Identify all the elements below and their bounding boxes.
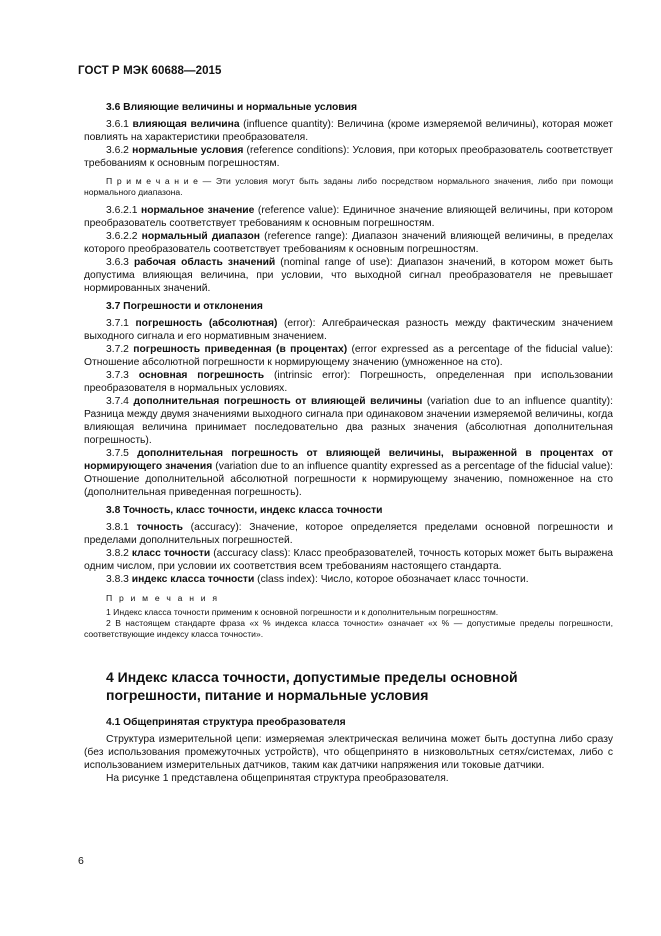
clause-3-6-1: 3.6.1 влияющая величина (influence quantity): Величина (кроме измеряемой величины), которая может повлиять на характеристики преобразователя. xyxy=(84,119,613,143)
clause-3-8-3: 3.8.3 индекс класса точности (class index): Число, которое обозначает класс точности. xyxy=(106,574,529,585)
section-3-6-title: 3.6 Влияющие величины и нормальные условия xyxy=(106,102,357,113)
note-2: 2 В настоящем стандарте фраза «x % индекса класса точности» означает «x % — допустимые пределы погрешности, соответствующие индексу класса точности». xyxy=(84,618,613,639)
clause-3-7-2: 3.7.2 погрешность приведенная (в процентах) (error expressed as a percentage of the fiducial value): Отношение абсолютной погрешности к нормирующему значению (умноженное на сто). xyxy=(84,344,613,368)
page-number: 6 xyxy=(78,855,84,867)
clause-3-7-5: 3.7.5 дополнительная погрешность от влияющей величины, выраженной в процентах от нормирующего значения (variation due to an influence quantity expressed as a percentage of the fiducial value): Отношение дополнительной абсолютной погрешности к нормирующему значению, помноженное на сто (дополнительная приведенная погрешность). xyxy=(84,448,613,498)
clause-3-6-3: 3.6.3 рабочая область значений (nominal range of use): Диапазон значений, в котором может быть допустима влияющая величина, при условии, что выходной сигнал преобразователя не превышает нормированных значений. xyxy=(84,257,613,294)
section-4-1-title: 4.1 Общепринятая структура преобразователя xyxy=(106,717,346,728)
section-4-1-paragraph-2: На рисунке 1 представлена общепринятая структура преобразователя. xyxy=(106,773,449,784)
section-3-7-title: 3.7 Погрешности и отклонения xyxy=(106,301,263,312)
clause-3-6-2: 3.6.2 нормальные условия (reference conditions): Условия, при которых преобразователь соответствует требованиям к основным погрешностям. xyxy=(84,145,613,169)
clause-3-8-1: 3.8.1 точность (accuracy): Значение, которое определяется пределами основной погрешности и пределами дополнительных погрешностей. xyxy=(84,522,613,546)
section-4-title: 4 Индекс класса точности, допустимые пределы основной погрешности, питание и нормальные условия xyxy=(106,669,518,703)
clause-3-8-2: 3.8.2 класс точности (accuracy class): Класс преобразователей, точность которых может быть выражена одним числом, при условии их соответствия всем требованиям настоящего стандарта. xyxy=(84,548,613,572)
note-3-6-2: П р и м е ч а н и е — Эти условия могут быть заданы либо посредством нормального значения, либо при помощи нормального диапазона. xyxy=(84,176,613,197)
note-1: 1 Индекс класса точности применим к основной погрешности и к дополнительным погрешностям. xyxy=(106,607,499,617)
section-3-8-title: 3.8 Точность, класс точности, индекс класса точности xyxy=(106,505,383,516)
clause-3-7-1: 3.7.1 погрешность (абсолютная) (error): Алгебраическая разность между фактическим значением выходного сигнала и его нормативным значением. xyxy=(84,318,614,342)
clause-3-7-4: 3.7.4 дополнительная погрешность от влияющей величины (variation due to an influence quantity): Разница между двумя значениями выходного сигнала при одинаковом значении измеряемой величины, когда влияющая величина принимает последовательно два разных значения (абсолютная дополнительная погрешность). xyxy=(84,396,613,446)
document-header: ГОСТ Р МЭК 60688—2015 xyxy=(78,65,222,77)
clause-3-6-2-1: 3.6.2.1 нормальное значение (reference value): Единичное значение влияющей величины, при котором преобразователь соответствует требованиям к основным погрешностям. xyxy=(84,205,613,229)
clause-3-6-2-2: 3.6.2.2 нормальный диапазон (reference range): Диапазон значений влияющей величины, в пределах которого преобразователь соответствует требованиям к основным погрешностям. xyxy=(84,231,613,255)
clause-3-7-3: 3.7.3 основная погрешность (intrinsic error): Погрешность, определенная при использовании преобразователя в нормальных условиях. xyxy=(84,370,613,394)
section-4-1-paragraph-1: Структура измерительной цепи: измеряемая электрическая величина может быть доступна либо сразу (без использования промежуточных устройств), что общепринято в низковольтных сетях/системах, либо с использованием измерительных датчиков, таким как датчики напряжения или токовые датчики. xyxy=(84,734,613,771)
notes-title: П р и м е ч а н и я xyxy=(106,593,220,603)
page-content xyxy=(84,96,613,785)
